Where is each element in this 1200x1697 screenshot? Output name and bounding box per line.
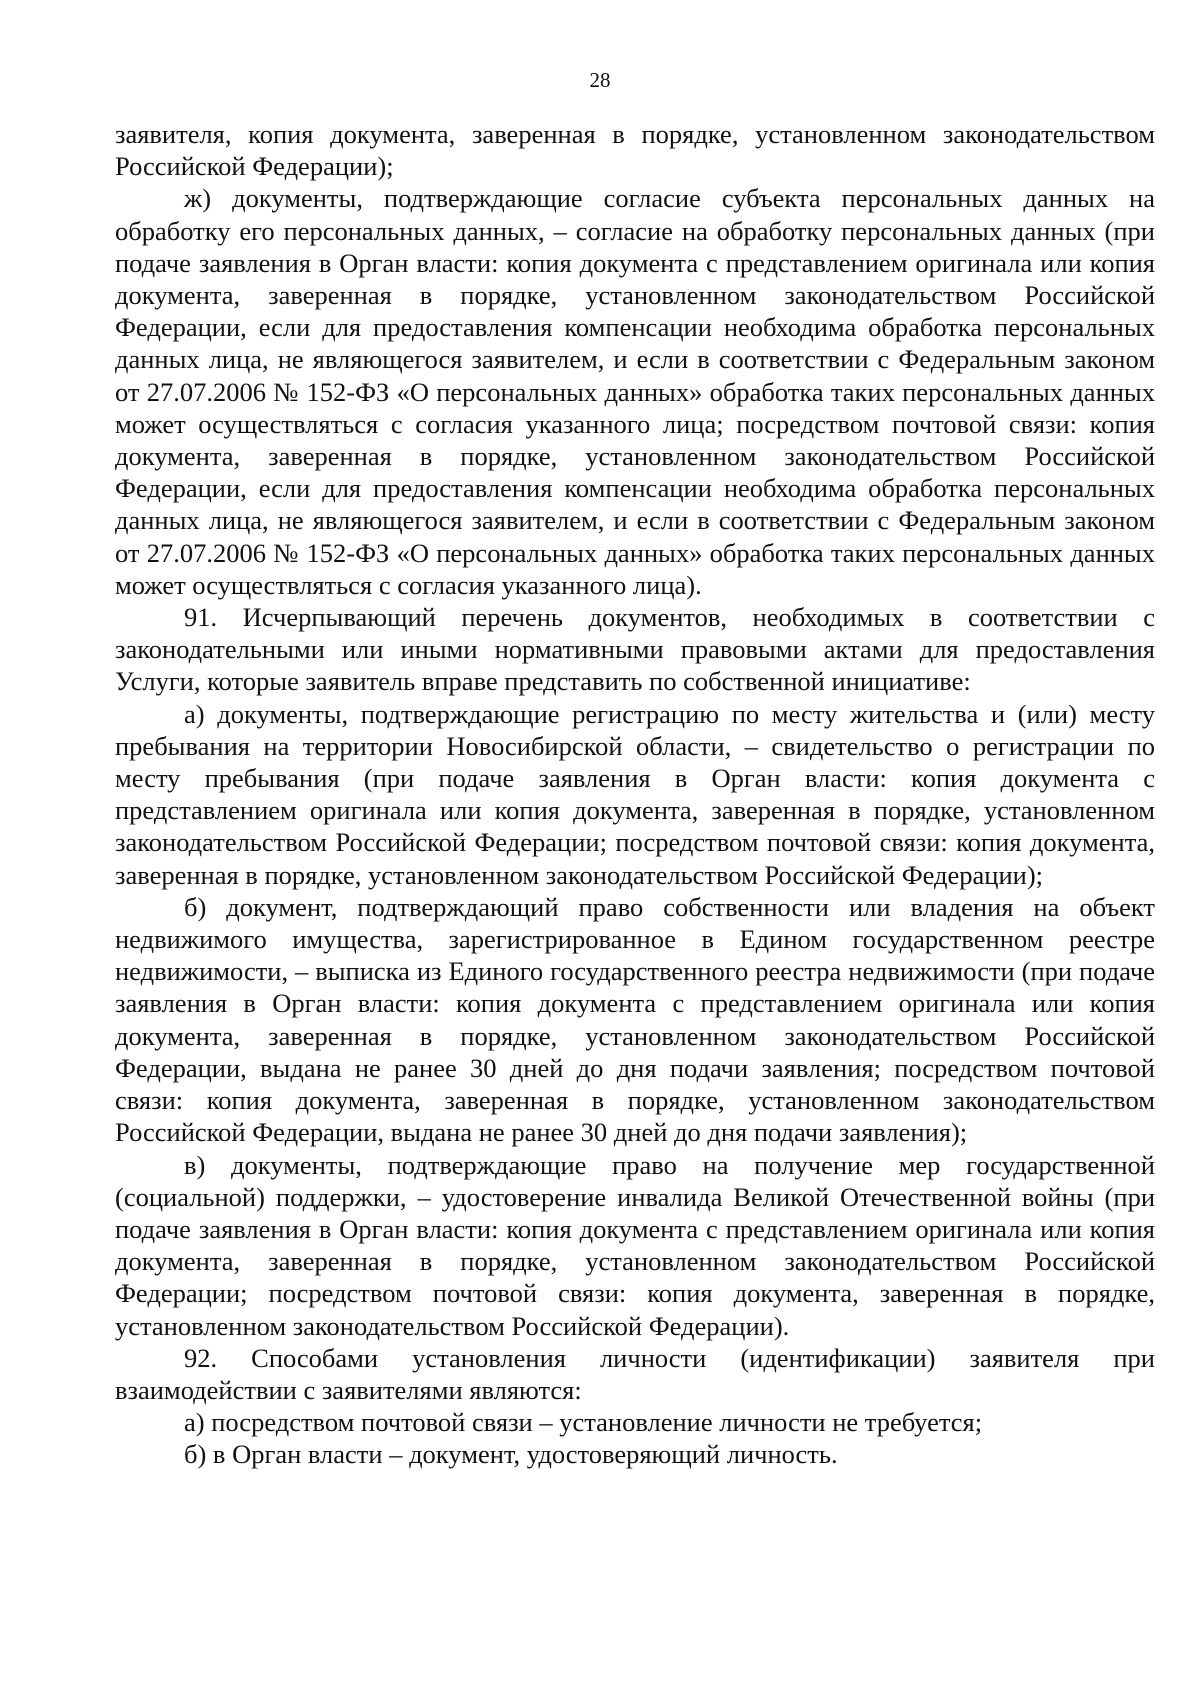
page-number: 28	[589, 68, 611, 92]
document-body	[115, 118, 1155, 1471]
paragraph-item-a: а) документы, подтверждающие регистрацию по месту жительства и (или) месту пребывания на территории Новосибирской области, – свидетельство о регистрации по месту пребывания (при подаче заявления в Орган власти: копия документа с представлением оригинала или копия документа, заверенная в порядке, установленном законодательством Российской Федерации; посредством почтовой связи: копия документа, заверенная в порядке, установленном законодательством Российской Федерации);	[115, 698, 1155, 890]
paragraph-item-v: в) документы, подтверждающие право на получение мер государственной (социальной) поддержки, – удостоверение инвалида Великой Отечественной войны (при подаче заявления в Орган власти: копия документа с представлением оригинала или копия документа, заверенная в порядке, установленном законодательством Российской Федерации; посредством почтовой связи: копия документа, заверенная в порядке, установленном законодательством Российской Федерации).	[115, 1149, 1155, 1341]
paragraph-92-item-a: а) посредством почтовой связи – установление личности не требуется;	[184, 1407, 983, 1438]
paragraph-91: 91. Исчерпывающий перечень документов, необходимых в соответствии с законодательными или иными нормативными правовыми актами для предоставления Услуги, которые заявитель вправе представить по собственной инициативе:	[115, 602, 1155, 697]
paragraph-item-zh: ж) документы, подтверждающие согласие субъекта персональных данных на обработку его персональных данных, – согласие на обработку персональных данных (при подаче заявления в Орган власти: копия документа с представлением оригинала или копия документа, заверенная в порядке, установленном законодательством Российской Федерации, если для предоставления компенсации необходима обработка персональных данных лица, не являющегося заявителем, и если в соответствии с Федеральным законом от 27.07.2006 № 152-ФЗ «О персональных данных» обработка таких персональных данных может осуществляться с согласия указанного лица; посредством почтовой связи: копия документа, заверенная в порядке, установленном законодательством Российской Федерации, если для предоставления компенсации необходима обработка персональных данных лица, не являющегося заявителем, и если в соответствии с Федеральным законом от 27.07.2006 № 152-ФЗ «О персональных данных» обработка таких персональных данных может осуществляться с согласия указанного лица).	[115, 183, 1155, 600]
paragraph-92: 92. Способами установления личности (идентификации) заявителя при взаимодействии с заявителями являются:	[115, 1342, 1155, 1405]
paragraph-item-b: б) документ, подтверждающий право собственности или владения на объект недвижимого имущества, зарегистрированное в Едином государственном реестре недвижимости, – выписка из Единого государственного реестра недвижимости (при подаче заявления в Орган власти: копия документа с представлением оригинала или копия документа, заверенная в порядке, установленном законодательством Российской Федерации, выдана не ранее 30 дней до дня подачи заявления; посредством почтовой связи: копия документа, заверенная в порядке, установленном законодательством Российской Федерации, выдана не ранее 30 дней до дня подачи заявления);	[115, 891, 1155, 1148]
paragraph-continuation: заявителя, копия документа, заверенная в порядке, установленном законодательством Российской Федерации);	[115, 119, 1155, 182]
paragraph-92-item-b: б) в Орган власти – документ, удостоверяющий личность.	[184, 1439, 838, 1470]
